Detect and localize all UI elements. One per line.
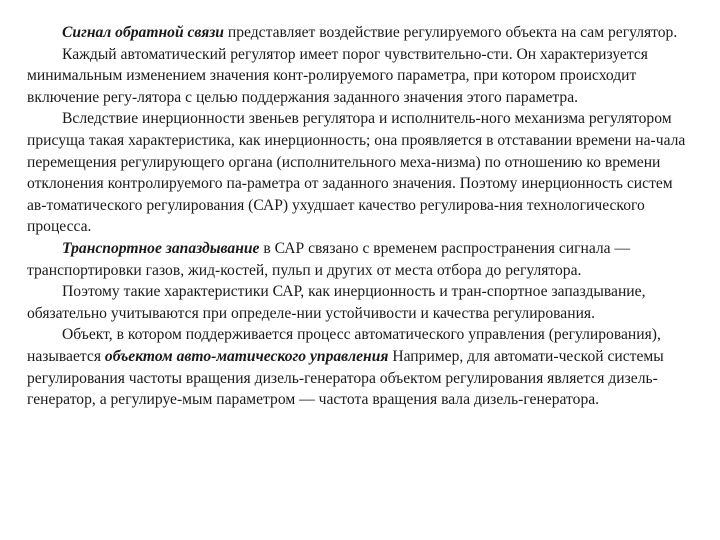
paragraph-inertia (27, 108, 696, 238)
paragraph-text: Вследствие инерционности звеньев регулятора и исполнитель-ного механизма регулятором присуща такая характеристика, как инерционность; она проявляется в отставании времени на-чала перемещения регулирующего органа (исполнительного меха-низма) по отношению ко времени отклонения контролируемого па-раметра от заданного значения. Поэтому инерционность систем ав-томатического регулирования (САР) ухудшает качество регулирова-ния технологического процесса. (27, 110, 686, 236)
paragraph-stability-quality (27, 281, 696, 324)
paragraph-text: Объект, в котором поддерживается процесс автоматического управления (регулирования), называется (27, 326, 661, 365)
paragraph-text: Например, для автомати-ческой системы регулирования частоты вращения дизель-генератора объектом регулирования является дизель-генератор, а регулируе-мым параметром — частота вращения вала дизель-генератора. (27, 347, 664, 409)
term-transport-delay: Транспортное запаздывание (62, 239, 260, 257)
paragraph-transport-delay (27, 238, 696, 281)
paragraph-text: представляет воздействие регулируемого объекта на сам регулятор. (223, 24, 678, 41)
paragraph-feedback-signal (27, 22, 696, 44)
term-control-object: объектом авто-матического управления (104, 347, 389, 365)
paragraph-text: Поэтому такие характеристики САР, как инерционность и тран-спортное запаздывание, обязательно учитываются при определе-нии устойчивости и качества регулирования. (27, 283, 646, 322)
term-feedback-signal: Сигнал обратной связи (62, 24, 224, 41)
paragraph-text: Каждый автоматический регулятор имеет порог чувствительно-сти. Он характеризуется минимальным изменением значения конт-ролируемого параметра, при котором происходит включение регу-лятора с целью поддержания заданного значения этого параметра. (27, 45, 648, 106)
paragraph-text: в САР связано с временем распространения сигнала — транспортировки газов, жид-костей, пульп и других от места отбора до регулятора. (27, 239, 631, 279)
paragraph-sensitivity-threshold (27, 44, 696, 109)
paragraph-control-object (27, 324, 696, 410)
